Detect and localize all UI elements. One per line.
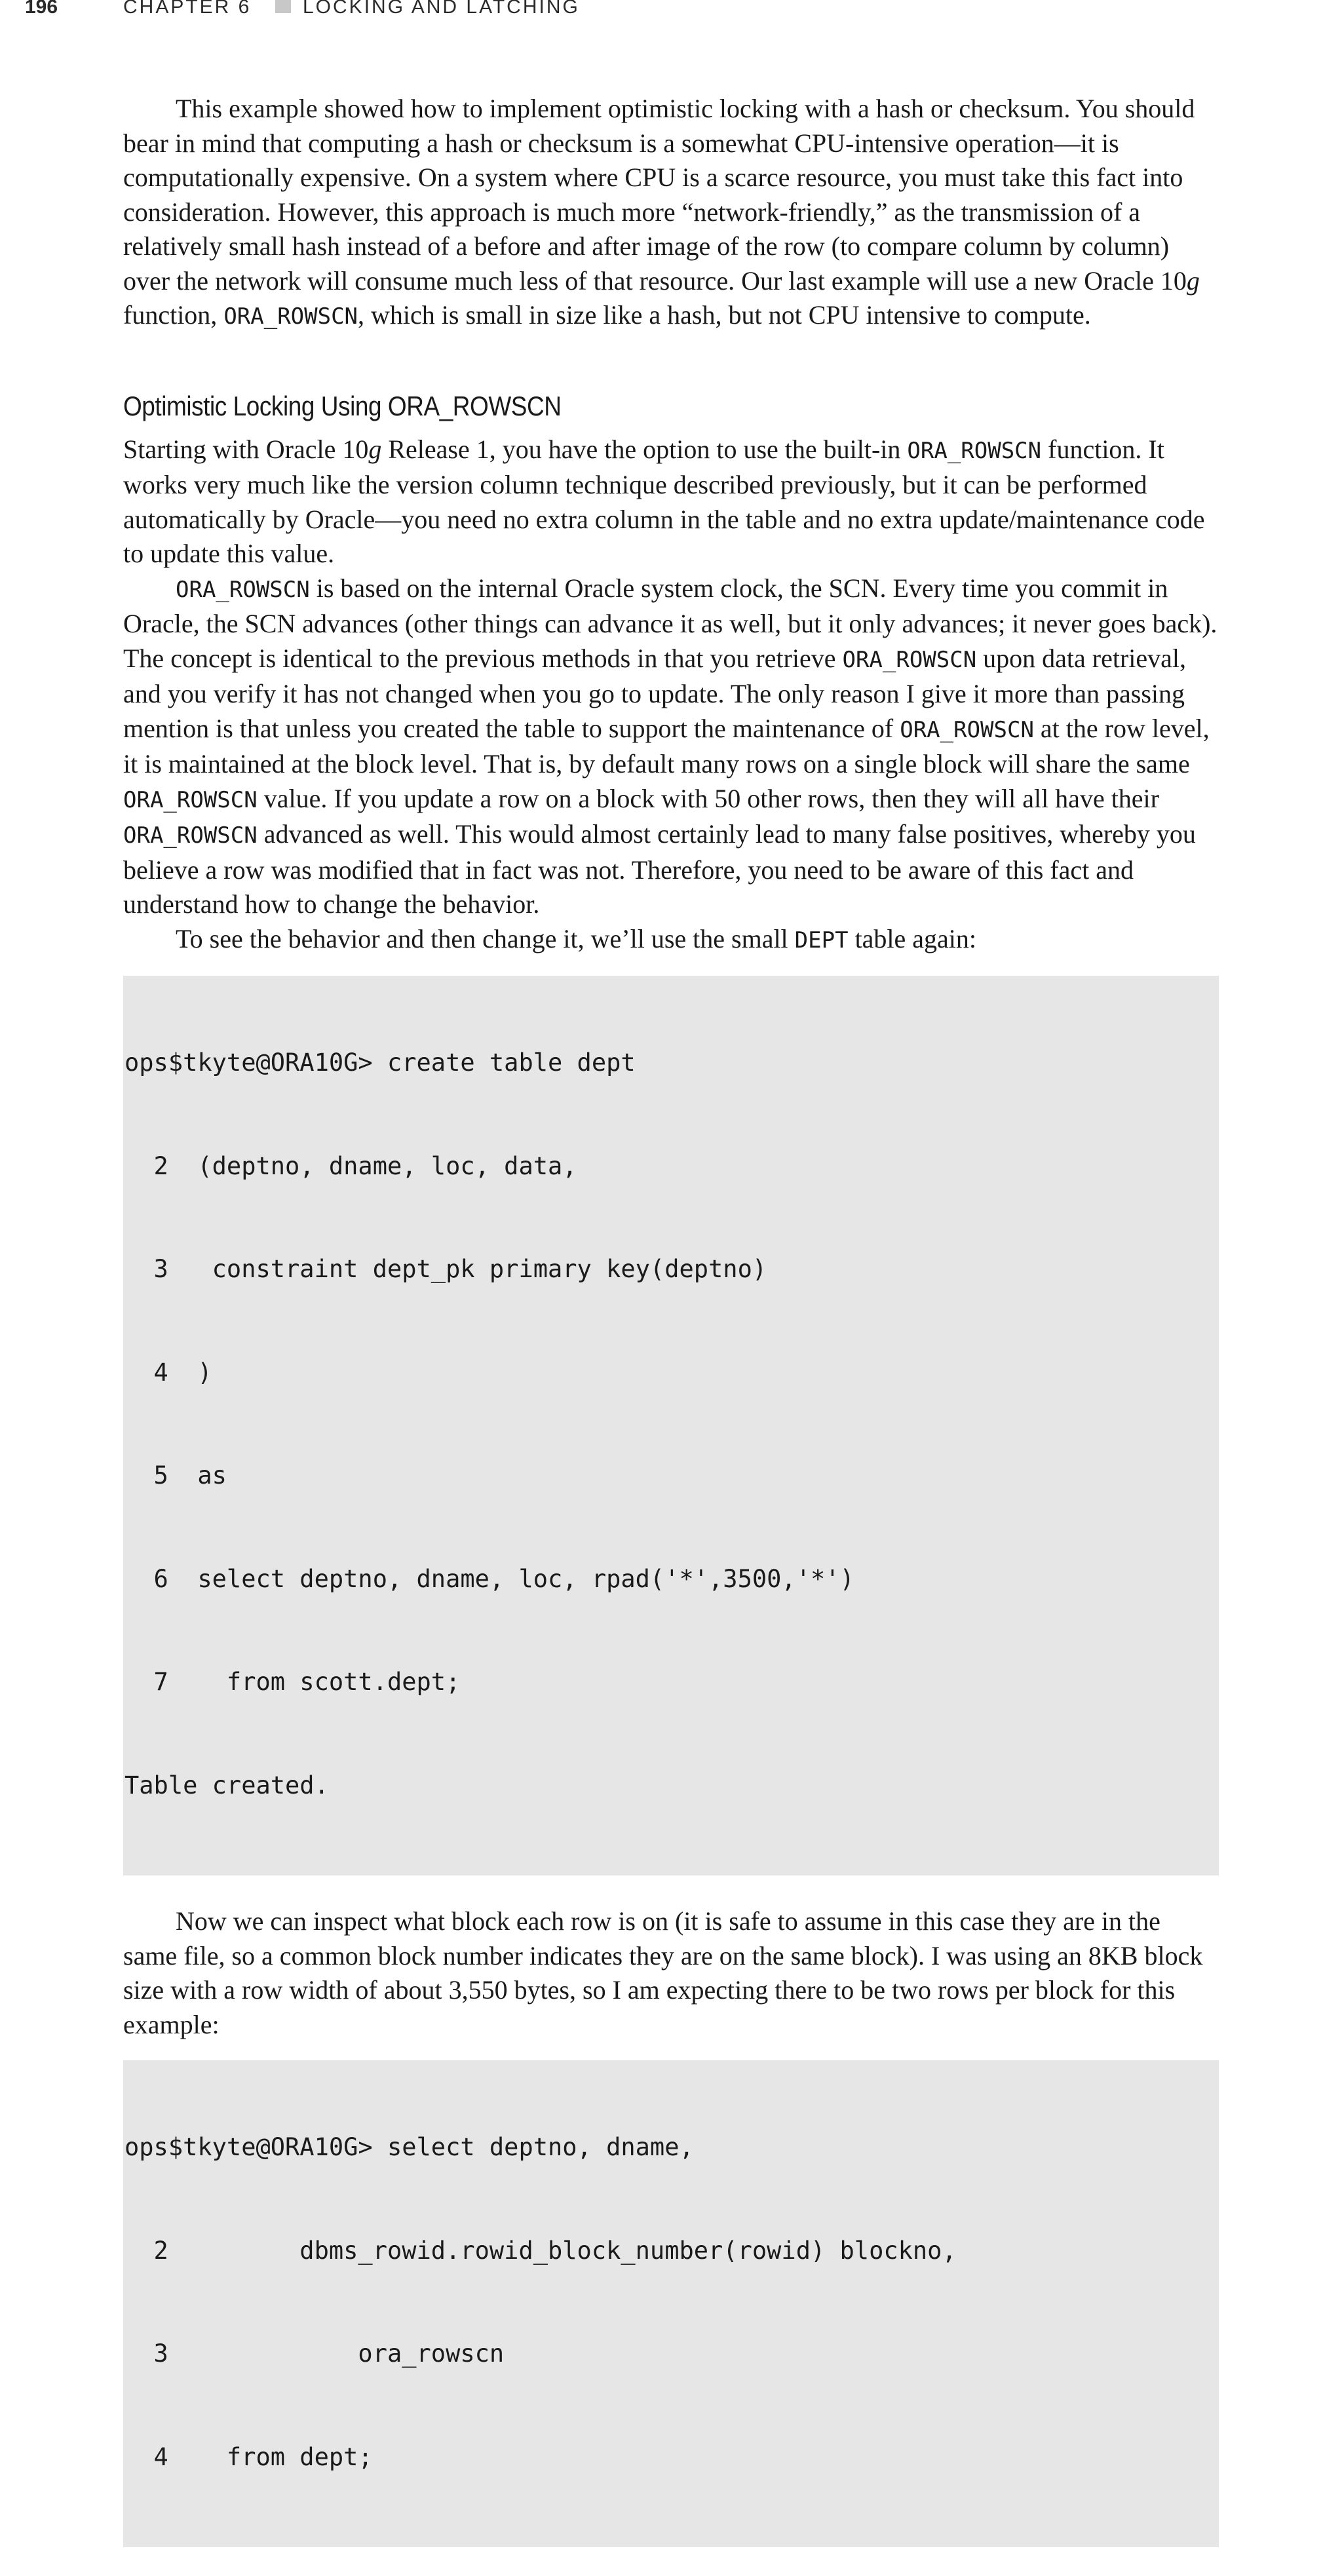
code-line: Table created. bbox=[125, 1771, 329, 1799]
code-line: 7 from scott.dept; bbox=[125, 1668, 461, 1696]
code-line: 2 dbms_rowid.rowid_block_number(rowid) blockno, bbox=[125, 2236, 957, 2265]
inline-code: ORA_ROWSCN bbox=[842, 646, 977, 673]
text-run: table again: bbox=[848, 923, 977, 953]
text-run: advanced as well. This would almost certainly lead to many false positives, whereby you believe a row was modified that in fact was not. Therefore, you need to be aware of this fact and understand how to change the behavior. bbox=[123, 819, 1196, 919]
code-block-select bbox=[123, 2060, 1219, 2547]
paragraph-scn-explanation bbox=[123, 571, 1219, 922]
inline-code: ORA_ROWSCN bbox=[907, 437, 1042, 464]
header-separator bbox=[275, 0, 291, 13]
inline-code: ORA_ROWSCN bbox=[123, 786, 258, 813]
text-run: function. It works very much like the version column technique described previously, but it can be performed automatically by Oracle—you need no extra column in the table and no extra update/maintenance code to update this value. bbox=[123, 434, 1205, 568]
text-run-italic: g bbox=[1186, 265, 1200, 296]
paragraph-dept-intro bbox=[123, 922, 1219, 958]
code-line: ops$tkyte@ORA10G> select deptno, dname, bbox=[125, 2133, 694, 2161]
inline-code: ORA_ROWSCN bbox=[176, 576, 310, 603]
code-line: ops$tkyte@ORA10G> create table dept bbox=[125, 1048, 636, 1077]
code-line: 6 select deptno, dname, loc, rpad('*',3500,'*') bbox=[125, 1564, 854, 1593]
inline-code: DEPT bbox=[794, 927, 849, 953]
text-run: , which is small in size like a hash, but not CPU intensive to compute. bbox=[358, 300, 1091, 330]
paragraph-ora-rowscn-intro bbox=[123, 433, 1219, 571]
page-body bbox=[123, 92, 1219, 2576]
text-run: To see the behavior and then change it, we’ll use the small bbox=[176, 923, 795, 953]
text-run: upon data retrieval, and you verify it has not changed when you go to update. The only reason I give it more than passing mention is that unless you created the table to support the maintenance of bbox=[123, 643, 1187, 743]
text-run: is based on the internal Oracle system clock, the SCN. Every time you commit in Oracle, the SCN advances (other things can advance it as well, but it only advances; it never goes back). The concept is identical to the previous methods in that you retrieve bbox=[123, 573, 1217, 673]
inline-code: ORA_ROWSCN bbox=[900, 716, 1034, 743]
text-run: Starting with Oracle 10 bbox=[123, 434, 369, 464]
text-run: value. If you update a row on a block with 50 other rows, then they will all have their bbox=[257, 783, 1159, 813]
text-run: function, bbox=[123, 300, 224, 330]
chapter-label: CHAPTER 6 bbox=[123, 0, 252, 18]
running-header bbox=[25, 0, 1309, 21]
code-block-create-table bbox=[123, 976, 1219, 1875]
text-run: Release 1, you have the option to use the built-in bbox=[381, 434, 908, 464]
section-heading: Optimistic Locking Using ORA_ROWSCN bbox=[123, 390, 562, 421]
inline-code: ORA_ROWSCN bbox=[223, 303, 358, 330]
page-number: 196 bbox=[25, 0, 58, 18]
chapter-title: LOCKING AND LATCHING bbox=[303, 0, 580, 18]
code-line: 2 (deptno, dname, loc, data, bbox=[125, 1151, 577, 1180]
code-line: 4 ) bbox=[125, 1358, 212, 1387]
text-run: at the row level, it is maintained at the block level. That is, by default many rows on a single block will share the same bbox=[123, 713, 1210, 779]
text-run: This example showed how to implement optimistic locking with a hash or checksum. You should bear in mind that computing a hash or checksum is a somewhat CPU-intensive operation—it is computationally expensive. On a system where CPU is a scarce resource, you must take this fact into consideration. However, this approach is much more “network-friendly,” as the transmission of a relatively small hash instead of a before and after image of the row (to compare column by column) over the network will consume much less of that resource. Our last example will use a new Oracle 10 bbox=[123, 94, 1195, 296]
paragraph-hash-checksum bbox=[123, 92, 1219, 334]
code-line: 3 ora_rowscn bbox=[125, 2339, 505, 2368]
paragraph-block-inspection: Now we can inspect what block each row is on (it is safe to assume in this case they are in the same file, so a common block number indicates they are on the same block). I was using an 8KB block size with a row width of about 3,550 bytes, so I am expecting there to be two rows per block for this example: bbox=[123, 1906, 1203, 2039]
code-line: 4 from dept; bbox=[125, 2442, 373, 2471]
code-line: 3 constraint dept_pk primary key(deptno) bbox=[125, 1255, 767, 1283]
inline-code: ORA_ROWSCN bbox=[123, 822, 258, 849]
code-line: 5 as bbox=[125, 1461, 227, 1490]
text-run-italic: g bbox=[368, 434, 382, 464]
